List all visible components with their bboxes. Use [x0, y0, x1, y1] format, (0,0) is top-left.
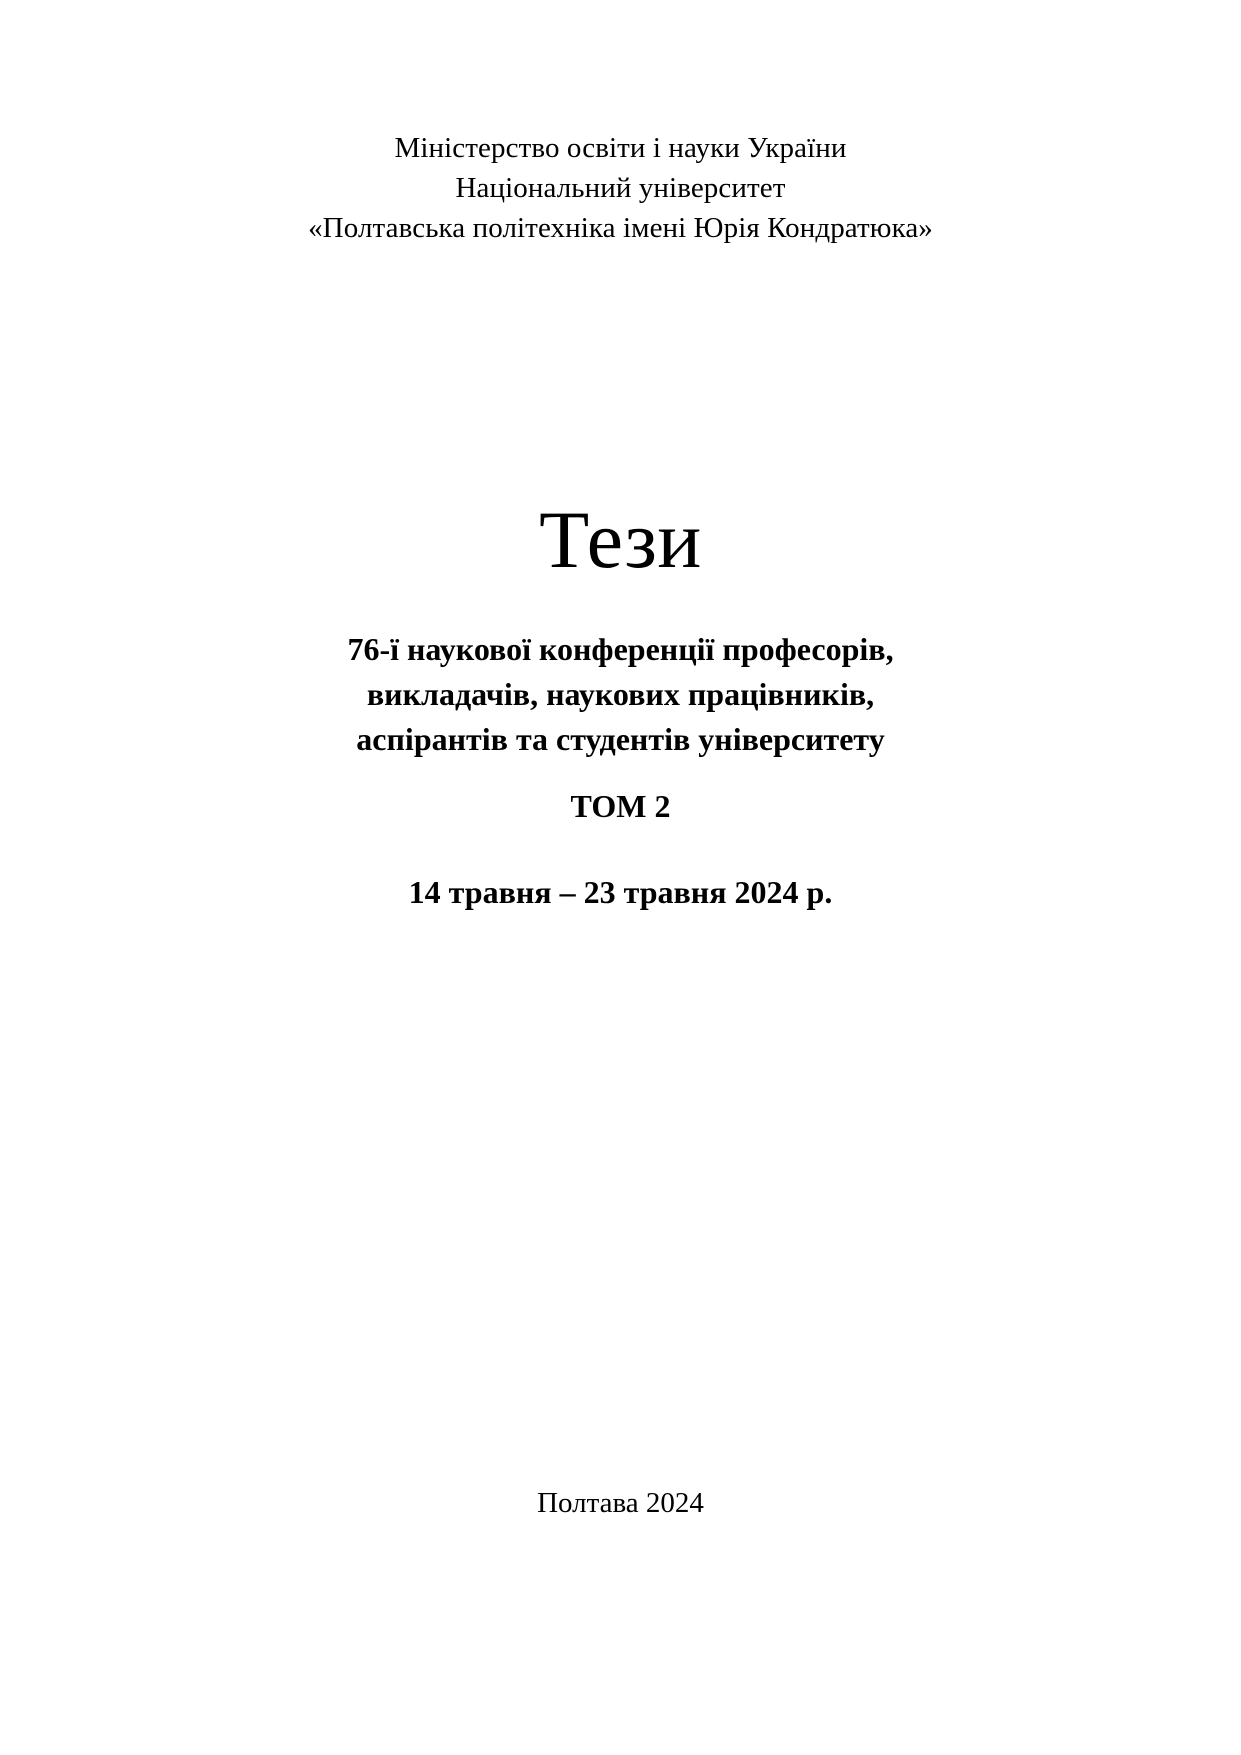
- organization-line-university-name: «Полтавська політехніка імені Юрія Кондратюка»: [308, 212, 933, 244]
- organization-block: [0, 128, 1241, 248]
- subtitle-line-1: 76-ї наукової конференції професорів,: [347, 631, 894, 667]
- subtitle-line-2: викладачів, наукових працівників,: [366, 676, 875, 712]
- organization-line-university: Національний університет: [455, 172, 786, 204]
- page-title: Тези: [539, 494, 702, 585]
- subtitle-line-3: аспірантів та студентів університету: [356, 721, 885, 757]
- volume-label: ТОМ 2: [570, 788, 671, 824]
- organization-line-ministry: Міністерство освіти і науки України: [394, 132, 847, 164]
- publication-place-year: Полтава 2024: [537, 1487, 704, 1519]
- conference-dates: 14 травня – 23 травня 2024 р.: [408, 874, 833, 910]
- subtitle-block: [0, 627, 1241, 762]
